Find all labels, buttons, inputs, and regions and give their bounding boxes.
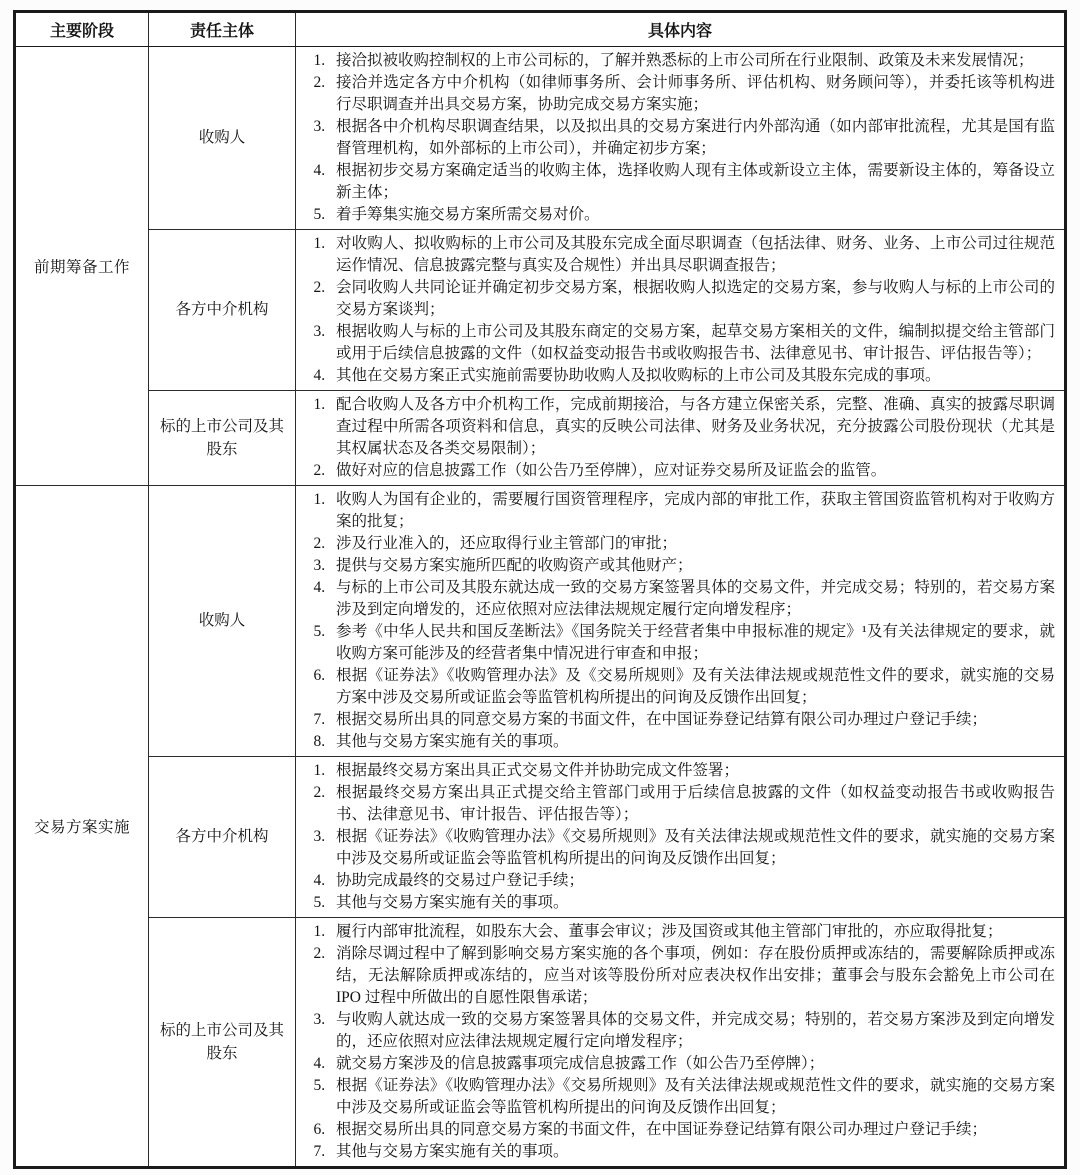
content-item: 7. 根据交易所出具的同意交易方案的书面文件，在中国证券登记结算有限公司办理过户登记手续； [329, 709, 1055, 731]
table-row [15, 757, 1066, 918]
content-cell [296, 486, 1066, 757]
content-cell [296, 391, 1066, 486]
content-item: 6. 根据《证券法》《收购管理办法》及《交易所规则》及有关法律法规或规范性文件的要求，就实施的交易方案中涉及交易所或证监会等监管机构所提出的问询及反馈作出回复； [329, 665, 1055, 709]
phase-cell: 前期筹备工作 [15, 47, 149, 486]
content-list [298, 50, 1055, 226]
content-item: 6. 根据交易所出具的同意交易方案的书面文件，在中国证券登记结算有限公司办理过户登记手续； [329, 1119, 1055, 1141]
content-item: 3. 与收购人就达成一致的交易方案签署具体的交易文件，并完成交易；特别的，若交易方案涉及到定向增发的，还应依照对应法律法规规定履行定向增发程序； [329, 1009, 1055, 1053]
party-cell: 标的上市公司及其股东 [149, 918, 296, 1168]
content-item: 2. 会同收购人共同论证并确定初步交易方案，根据收购人拟选定的交易方案，参与收购人与标的上市公司的交易方案谈判； [329, 277, 1055, 321]
content-item: 3. 根据各中介机构尽职调查结果，以及拟出具的交易方案进行内外部沟通（如内部审批流程，尤其是国有监督管理机构，如外部标的上市公司），并确定初步方案； [329, 116, 1055, 160]
content-item: 4. 就交易方案涉及的信息披露事项完成信息披露工作（如公告乃至停牌）； [329, 1053, 1055, 1075]
content-cell [296, 230, 1066, 391]
content-item: 7. 其他与交易方案实施有关的事项。 [329, 1141, 1055, 1163]
header-phase: 主要阶段 [15, 12, 149, 47]
content-list [298, 921, 1055, 1163]
content-item: 2. 涉及行业准入的，还应取得行业主管部门的审批； [329, 533, 1055, 555]
header-row [15, 12, 1066, 47]
party-cell: 收购人 [149, 47, 296, 230]
phase-cell: 交易方案实施 [15, 486, 149, 1168]
party-cell: 收购人 [149, 486, 296, 757]
content-item: 5. 参考《中华人民共和国反垄断法》《国务院关于经营者集中申报标准的规定》¹及有关法律规定的要求，就收购方案可能涉及的经营者集中情况进行审查和申报； [329, 621, 1055, 665]
content-item: 2. 根据最终交易方案出具正式提交给主管部门或用于后续信息披露的文件（如权益变动报告书或收购报告书、法律意见书、审计报告、评估报告等）； [329, 782, 1055, 826]
content-item: 8. 其他与交易方案实施有关的事项。 [329, 731, 1055, 753]
party-cell: 标的上市公司及其股东 [149, 391, 296, 486]
content-item: 5. 着手筹集实施交易方案所需交易对价。 [329, 204, 1055, 226]
header-party: 责任主体 [149, 12, 296, 47]
table-row [15, 230, 1066, 391]
content-item: 2. 做好对应的信息披露工作（如公告乃至停牌），应对证券交易所及证监会的监管。 [329, 460, 1055, 482]
content-list [298, 489, 1055, 753]
content-item: 5. 其他与交易方案实施有关的事项。 [329, 892, 1055, 914]
content-list [298, 233, 1055, 387]
content-list [298, 760, 1055, 914]
table-header [15, 12, 1066, 47]
content-item: 3. 根据《证券法》《收购管理办法》《交易所规则》及有关法律法规或规范性文件的要求，就实施的交易方案中涉及交易所或证监会等监管机构所提出的问询及反馈作出回复； [329, 826, 1055, 870]
content-item: 1. 根据最终交易方案出具正式交易文件并协助完成文件签署； [329, 760, 1055, 782]
party-cell: 各方中介机构 [149, 757, 296, 918]
content-item: 1. 配合收购人及各方中介机构工作，完成前期接洽，与各方建立保密关系，完整、准确、真实的披露尽职调查过程中所需各项资料和信息，真实的反映公司法律、财务及业务状况，充分披露公司股份现状（尤其是其权属状态及各类交易限制）； [329, 394, 1055, 460]
content-cell [296, 47, 1066, 230]
content-cell [296, 918, 1066, 1168]
content-list [298, 394, 1055, 482]
content-item: 1. 对收购人、拟收购标的上市公司及其股东完成全面尽职调查（包括法律、财务、业务、上市公司过往规范运作情况、信息披露完整与真实及合规性）并出具尽职调查报告； [329, 233, 1055, 277]
content-item: 3. 根据收购人与标的上市公司及其股东商定的交易方案，起草交易方案相关的文件，编制拟提交给主管部门或用于后续信息披露的文件（如权益变动报告书或收购报告书、法律意见书、审计报告、评估报告等）； [329, 321, 1055, 365]
table-row [15, 391, 1066, 486]
content-item: 4. 根据初步交易方案确定适当的收购主体，选择收购人现有主体或新设立主体，需要新设主体的，筹备设立新主体； [329, 160, 1055, 204]
content-cell [296, 757, 1066, 918]
content-item: 2. 接洽并选定各方中介机构（如律师事务所、会计师事务所、评估机构、财务顾问等），并委托该等机构进行尽职调查并出具交易方案，协助完成交易方案实施； [329, 72, 1055, 116]
content-item: 5. 根据《证券法》《收购管理办法》《交易所规则》及有关法律法规或规范性文件的要求，就实施的交易方案中涉及交易所或证监会等监管机构所提出的问询及反馈作出回复； [329, 1075, 1055, 1119]
content-item: 4. 与标的上市公司及其股东就达成一致的交易方案签署具体的交易文件，并完成交易；特别的，若交易方案涉及到定向增发的，还应依照对应法律法规规定履行定向增发程序； [329, 577, 1055, 621]
responsibility-table [13, 10, 1067, 1169]
content-item: 4. 协助完成最终的交易过户登记手续； [329, 870, 1055, 892]
content-item: 2. 消除尽调过程中了解到影响交易方案实施的各个事项，例如：存在股份质押或冻结的，需要解除质押或冻结，无法解除质押或冻结的，应当对该等股份所对应表决权作出安排；董事会与股东会豁免上市公司在 IPO 过程中所做出的自愿性限售承诺； [329, 943, 1055, 1009]
content-item: 3. 提供与交易方案实施所匹配的收购资产或其他财产； [329, 555, 1055, 577]
content-item: 1. 收购人为国有企业的，需要履行国资管理程序，完成内部的审批工作，获取主管国资监管机构对于收购方案的批复； [329, 489, 1055, 533]
header-content: 具体内容 [296, 12, 1066, 47]
content-item: 1. 履行内部审批流程，如股东大会、董事会审议；涉及国资或其他主管部门审批的，亦应取得批复； [329, 921, 1055, 943]
party-cell: 各方中介机构 [149, 230, 296, 391]
content-item: 4. 其他在交易方案正式实施前需要协助收购人及拟收购标的上市公司及其股东完成的事项。 [329, 365, 1055, 387]
table-body [15, 47, 1066, 1168]
table-row [15, 486, 1066, 757]
content-item: 1. 接洽拟被收购控制权的上市公司标的，了解并熟悉标的上市公司所在行业限制、政策及未来发展情况； [329, 50, 1055, 72]
table-row [15, 918, 1066, 1168]
table-row [15, 47, 1066, 230]
